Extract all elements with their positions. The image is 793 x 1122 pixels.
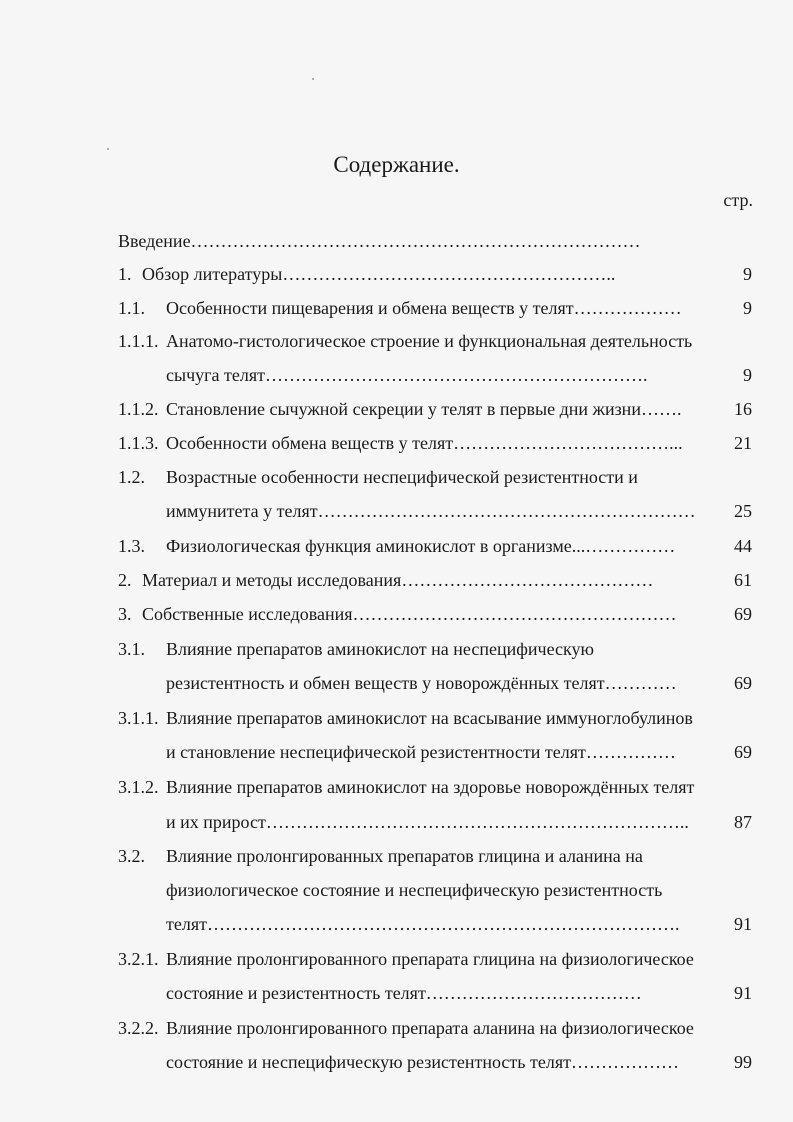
- toc-entry-text: состояние и неспецифическую резистентность телят………………: [166, 1052, 679, 1072]
- scan-speck: [107, 148, 109, 150]
- toc-entry: [118, 672, 752, 694]
- toc-entry: [118, 638, 752, 660]
- toc-entry: [118, 1051, 752, 1073]
- toc-entry-text: Особенности обмена веществ у телят………………………………...: [166, 433, 683, 453]
- toc-entry-text: Влияние препаратов аминокислот на здоровье новорождённых телят: [166, 777, 695, 797]
- toc-entry-page: 9: [743, 264, 752, 284]
- toc-entry-text: сычуга телят……………………………………………………….: [166, 365, 648, 385]
- toc-entry: [118, 263, 752, 285]
- toc-entry: [118, 741, 752, 763]
- toc-entry: [118, 500, 752, 522]
- toc-entry-text: физиологическое состояние и неспецифическую резистентность: [166, 880, 663, 900]
- toc-entry-number: 1.3.: [118, 536, 145, 556]
- toc-entry-text: Возрастные особенности неспецифической резистентности и: [166, 467, 638, 487]
- scan-speck: [312, 78, 314, 80]
- toc-entry-page: 91: [734, 983, 752, 1003]
- toc-entry-text: иммунитета у телят………………………………………………………: [166, 501, 696, 521]
- toc-entry-page: 91: [734, 914, 752, 934]
- toc-entry: [118, 845, 752, 867]
- toc-entry: [118, 948, 752, 970]
- toc-entry-number: 3.1.: [118, 639, 145, 659]
- toc-entry-number: 1.1.1.: [118, 331, 159, 351]
- toc-entry: [118, 1017, 752, 1039]
- toc-entry-page: 21: [734, 433, 752, 453]
- toc-entry-page: 69: [734, 604, 752, 624]
- toc-entry-page: 44: [734, 536, 752, 556]
- toc-entry-number: 3.2.2.: [118, 1018, 159, 1038]
- toc-entry: [118, 535, 752, 557]
- toc-entry-text: Особенности пищеварения и обмена веществ у телят………………: [166, 298, 682, 318]
- toc-entry-text: резистентность и обмен веществ у новорождённых телят…………: [166, 673, 677, 693]
- toc-entry-page: 69: [734, 742, 752, 762]
- toc-entry-text: Обзор литературы………………………………………………..: [142, 264, 616, 284]
- toc-entry-number: 1.: [118, 264, 132, 284]
- toc-entry: [118, 466, 752, 488]
- toc-entry-number: 3.1.1.: [118, 708, 159, 728]
- toc-entry-text: и становление неспецифической резистентности телят……………: [166, 742, 676, 762]
- toc-entry: [118, 297, 752, 319]
- toc-entry-text: Влияние препаратов аминокислот на неспецифическую: [166, 639, 594, 659]
- page-column-label: стр.: [723, 190, 753, 210]
- toc-entry: [118, 913, 752, 935]
- toc-entry-text: Материал и методы исследования……………………………………: [142, 570, 654, 590]
- toc-entry-text: Влияние пролонгированного препарата глицина на физиологическое: [166, 949, 694, 969]
- toc-entry-text: телят…………………………………………………………………….: [166, 914, 680, 934]
- toc-entry: [118, 230, 752, 252]
- toc-entry-text: Введение…………………………………………………………………: [118, 231, 641, 251]
- toc-entry: [118, 569, 752, 591]
- toc-entry-text: Собственные исследования………………………………………………: [142, 604, 677, 624]
- toc-entry: [118, 364, 752, 386]
- toc-entry: [118, 982, 752, 1004]
- toc-entry-number: 3.2.: [118, 846, 145, 866]
- toc-entry-text: Становление сычужной секреции у телят в первые дни жизни…….: [166, 399, 682, 419]
- toc-entry: [118, 879, 752, 901]
- toc-entry-page: 9: [743, 298, 752, 318]
- toc-entry-number: 3.2.1.: [118, 949, 159, 969]
- toc-entry-page: 16: [734, 399, 752, 419]
- toc-entry-text: и их прирост……………………………………………………………..: [166, 812, 689, 832]
- toc-entry-page: 99: [734, 1052, 752, 1072]
- toc-entry-number: 1.1.: [118, 298, 145, 318]
- toc-entry-text: Влияние пролонгированного препарата аланина на физиологическое: [166, 1018, 694, 1038]
- toc-entry-page: 25: [734, 501, 752, 521]
- toc-entry: [118, 330, 752, 352]
- toc-entry: [118, 707, 752, 729]
- toc-entry-number: 3.: [118, 604, 132, 624]
- toc-entry-number: 3.1.2.: [118, 777, 159, 797]
- toc-entry: [118, 811, 752, 833]
- toc-entry: [118, 432, 752, 454]
- toc-entry-page: 69: [734, 673, 752, 693]
- toc-entry-text: состояние и резистентность телят………………………………: [166, 983, 642, 1003]
- toc-entry-text: Влияние препаратов аминокислот на всасывание иммуноглобулинов: [166, 708, 693, 728]
- toc-entry-page: 9: [743, 365, 752, 385]
- toc-entry-text: Влияние пролонгированных препаратов глицина и аланина на: [166, 846, 643, 866]
- toc-entry: [118, 398, 752, 420]
- toc-entry: [118, 603, 752, 625]
- toc-entry-number: 2.: [118, 570, 132, 590]
- toc-entry-page: 87: [734, 812, 752, 832]
- toc-entry-number: 1.2.: [118, 467, 145, 487]
- page-title: Содержание.: [333, 152, 460, 177]
- toc-entry-number: 1.1.3.: [118, 433, 159, 453]
- toc-entry-page: 61: [734, 570, 752, 590]
- toc-entry: [118, 776, 752, 798]
- toc-entry-text: Анатомо-гистологическое строение и функциональная деятельность: [166, 331, 693, 351]
- toc-entry-text: Физиологическая функция аминокислот в организме...……………: [166, 536, 676, 556]
- toc-entry-number: 1.1.2.: [118, 399, 159, 419]
